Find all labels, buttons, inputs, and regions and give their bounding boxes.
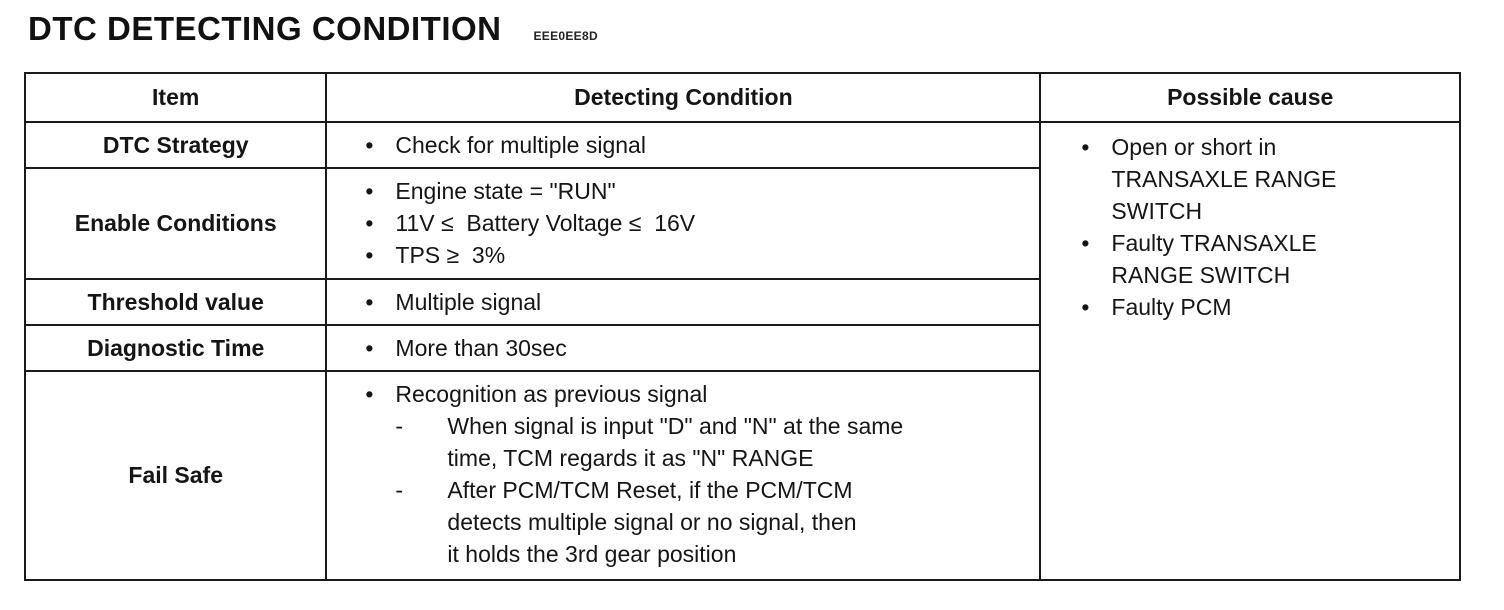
- bullet-icon: •: [365, 178, 374, 204]
- page-heading: [28, 10, 598, 54]
- sub-condition-line: [365, 538, 1029, 570]
- sub-condition-text: After PCM/TCM Reset, if the PCM/TCM: [447, 477, 853, 503]
- bullet-icon: •: [365, 242, 374, 268]
- condition-text: 11V ≤ Battery Voltage ≤ 16V: [395, 210, 696, 236]
- cause-item: [1081, 291, 1449, 323]
- column-header-detecting-condition: Detecting Condition: [326, 73, 1040, 122]
- condition-line: [365, 239, 1029, 271]
- sub-condition-line: [365, 474, 1029, 506]
- bullet-icon: •: [1081, 230, 1090, 256]
- cause-text: Faulty PCM: [1111, 294, 1232, 320]
- sub-condition-line: [365, 410, 1029, 442]
- condition-cell: [326, 371, 1040, 580]
- column-header-item: Item: [25, 73, 326, 122]
- sub-condition-line: [365, 506, 1029, 538]
- bullet-icon: •: [365, 132, 374, 158]
- condition-cell: [326, 325, 1040, 371]
- condition-line: [365, 207, 1029, 239]
- cause-item-continuation: [1081, 259, 1449, 291]
- condition-text: Recognition as previous signal: [395, 381, 708, 407]
- item-cell: Fail Safe: [25, 371, 326, 580]
- column-header-possible-cause: Possible cause: [1040, 73, 1460, 122]
- condition-line: [365, 332, 1029, 364]
- cause-text: Faulty TRANSAXLE: [1111, 230, 1317, 256]
- cause-text: RANGE SWITCH: [1111, 262, 1291, 288]
- cause-item-continuation: [1081, 163, 1449, 195]
- bullet-icon: •: [365, 381, 374, 407]
- cause-text: TRANSAXLE RANGE: [1111, 166, 1337, 192]
- condition-line: [365, 378, 1029, 410]
- condition-text: Engine state = "RUN": [395, 178, 616, 204]
- cause-text: Open or short in: [1111, 134, 1277, 160]
- dash-icon: -: [395, 477, 404, 503]
- condition-text: Multiple signal: [395, 289, 542, 315]
- cause-text: SWITCH: [1111, 198, 1203, 224]
- sub-condition-text: it holds the 3rd gear position: [447, 541, 737, 567]
- condition-line: [365, 286, 1029, 318]
- sub-condition-line: [365, 442, 1029, 474]
- bullet-icon: •: [365, 210, 374, 236]
- condition-cell: [326, 168, 1040, 279]
- bullet-icon: •: [365, 289, 374, 315]
- cause-item: [1081, 227, 1449, 259]
- item-cell: DTC Strategy: [25, 122, 326, 168]
- condition-text: More than 30sec: [395, 335, 567, 361]
- dtc-condition-table: [24, 72, 1461, 581]
- condition-text: TPS ≥ 3%: [395, 242, 506, 268]
- condition-cell: [326, 279, 1040, 325]
- item-cell: Diagnostic Time: [25, 325, 326, 371]
- table-row: [25, 122, 1460, 168]
- bullet-icon: •: [1081, 134, 1090, 160]
- bullet-icon: •: [365, 335, 374, 361]
- condition-cell: [326, 122, 1040, 168]
- cause-item-continuation: [1081, 195, 1449, 227]
- possible-cause-cell: [1040, 122, 1460, 580]
- dash-icon: -: [395, 413, 404, 439]
- item-cell: Threshold value: [25, 279, 326, 325]
- bullet-icon: •: [1081, 294, 1090, 320]
- condition-line: [365, 175, 1029, 207]
- table-header-row: [25, 73, 1460, 122]
- sub-condition-text: When signal is input "D" and "N" at the same: [447, 413, 904, 439]
- sub-condition-text: time, TCM regards it as "N" RANGE: [447, 445, 814, 471]
- item-cell: Enable Conditions: [25, 168, 326, 279]
- document-code: EEE0EE8D: [533, 29, 598, 43]
- sub-condition-text: detects multiple signal or no signal, then: [447, 509, 857, 535]
- condition-line: [365, 129, 1029, 161]
- page-title: DTC DETECTING CONDITION: [28, 10, 502, 47]
- cause-item: [1081, 131, 1449, 163]
- condition-text: Check for multiple signal: [395, 132, 646, 158]
